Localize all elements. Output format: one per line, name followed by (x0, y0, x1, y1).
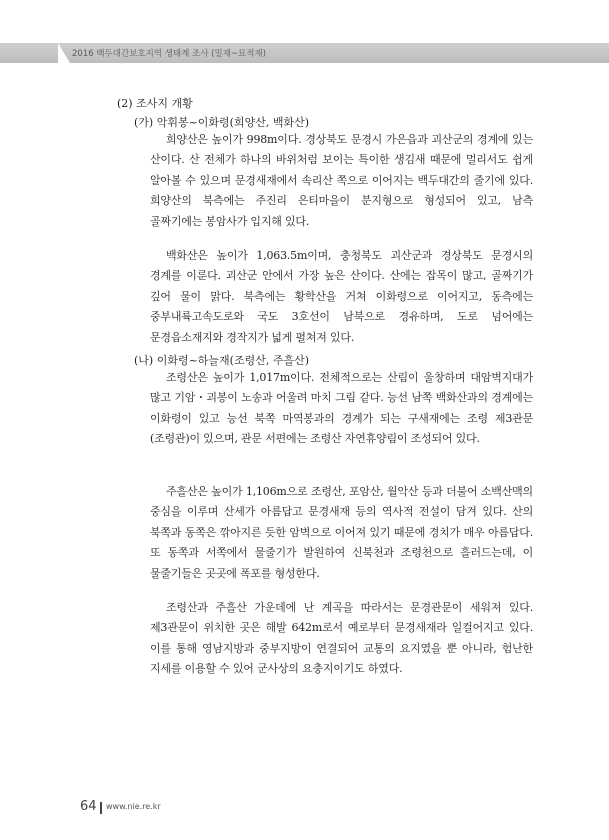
footer-url: www.nie.re.kr (106, 802, 161, 811)
paragraph-mungyeong-gate: 조령산과 주흘산 가운데에 난 계곡을 따라서는 문경관문이 세워져 있다. 제3관문이 위치한 곳은 해발 642m로서 예로부터 문경새재라 일컬어지고 있다. 이를 통해 영남지방과 중부지방이 연결되어 교통의 요지였을 뿐 아니라, 험난한 지세를 이용할 수 있어 군사상의 요충지이기도 하였다. (150, 601, 533, 676)
paragraph-heuiyangsan: 희양산은 높이가 998m이다. 경상북도 문경시 가은읍과 괴산군의 경계에 있는 산이다. 산 전체가 하나의 바위처럼 보이는 특이한 생김새 때문에 멀리서도 쉽게 알아볼 수 있으며 문경새재에서 속리산 쪽으로 이어지는 백두대간의 줄기에 있다. 희양산의 북측에는 주진리 은티마을이 분지형으로 형성되어 있고, 남측 골짜기에는 봉암사가 입지해 있다. (150, 133, 533, 228)
subsection-heading-a: (가) 악휘봉~이화령(희양산, 백화산) (134, 116, 310, 129)
page-number: 64 (80, 799, 97, 814)
subsection-heading-b: (나) 이화령~하늘재(조령산, 주흘산) (134, 354, 310, 367)
section-heading: (2) 조사지 개황 (117, 97, 193, 110)
running-header: 2016 백두대간보호지역 생태계 조사 (밀재~묘적재) (72, 49, 266, 59)
footer-divider (100, 802, 102, 814)
paragraph-baekhwasan: 백화산은 높이가 1,063.5m이며, 충청북도 괴산군과 경상북도 문경시의 경계를 이룬다. 괴산군 안에서 가장 높은 산이다. 산에는 잡목이 많고, 골짜기가 깊어 물이 맑다. 북측에는 황학산을 거쳐 이화령으로 이어지고, 동측에는 중부내륙고속도로와 국도 3호선이 남북으로 경유하며, 도로 넘어에는 문경읍소재지와 경작지가 넓게 펼쳐져 있다. (150, 249, 533, 344)
paragraph-juheulsan: 주흘산은 높이가 1,106m으로 조령산, 포암산, 월악산 등과 더불어 소백산맥의 중심을 이루며 산세가 아름답고 문경새재 등의 역사적 전설이 담겨 있다. 산의 북쪽과 동쪽은 깎아지른 듯한 암벽으로 이어져 있기 때문에 경치가 매우 아름답다. 또 동쪽과 서쪽에서 물줄기가 발원하여 신북천과 조령천으로 흘러드는데, 이 물줄기들은 곳곳에 폭포를 형성한다. (150, 485, 533, 580)
paragraph-joryeongsan: 조령산은 높이가 1,017m이다. 전체적으로는 산림이 울창하며 대암벽지대가 많고 기암・괴봉이 노송과 어울려 마치 그림 같다. 능선 남쪽 백화산과의 경계에는 이화령이 있고 능선 북쪽 마역봉과의 경계가 되는 구새재에는 조령 제3관문(조령관)이 있으며, 관문 서편에는 조령산 자연휴양림이 조성되어 있다. (150, 371, 533, 446)
